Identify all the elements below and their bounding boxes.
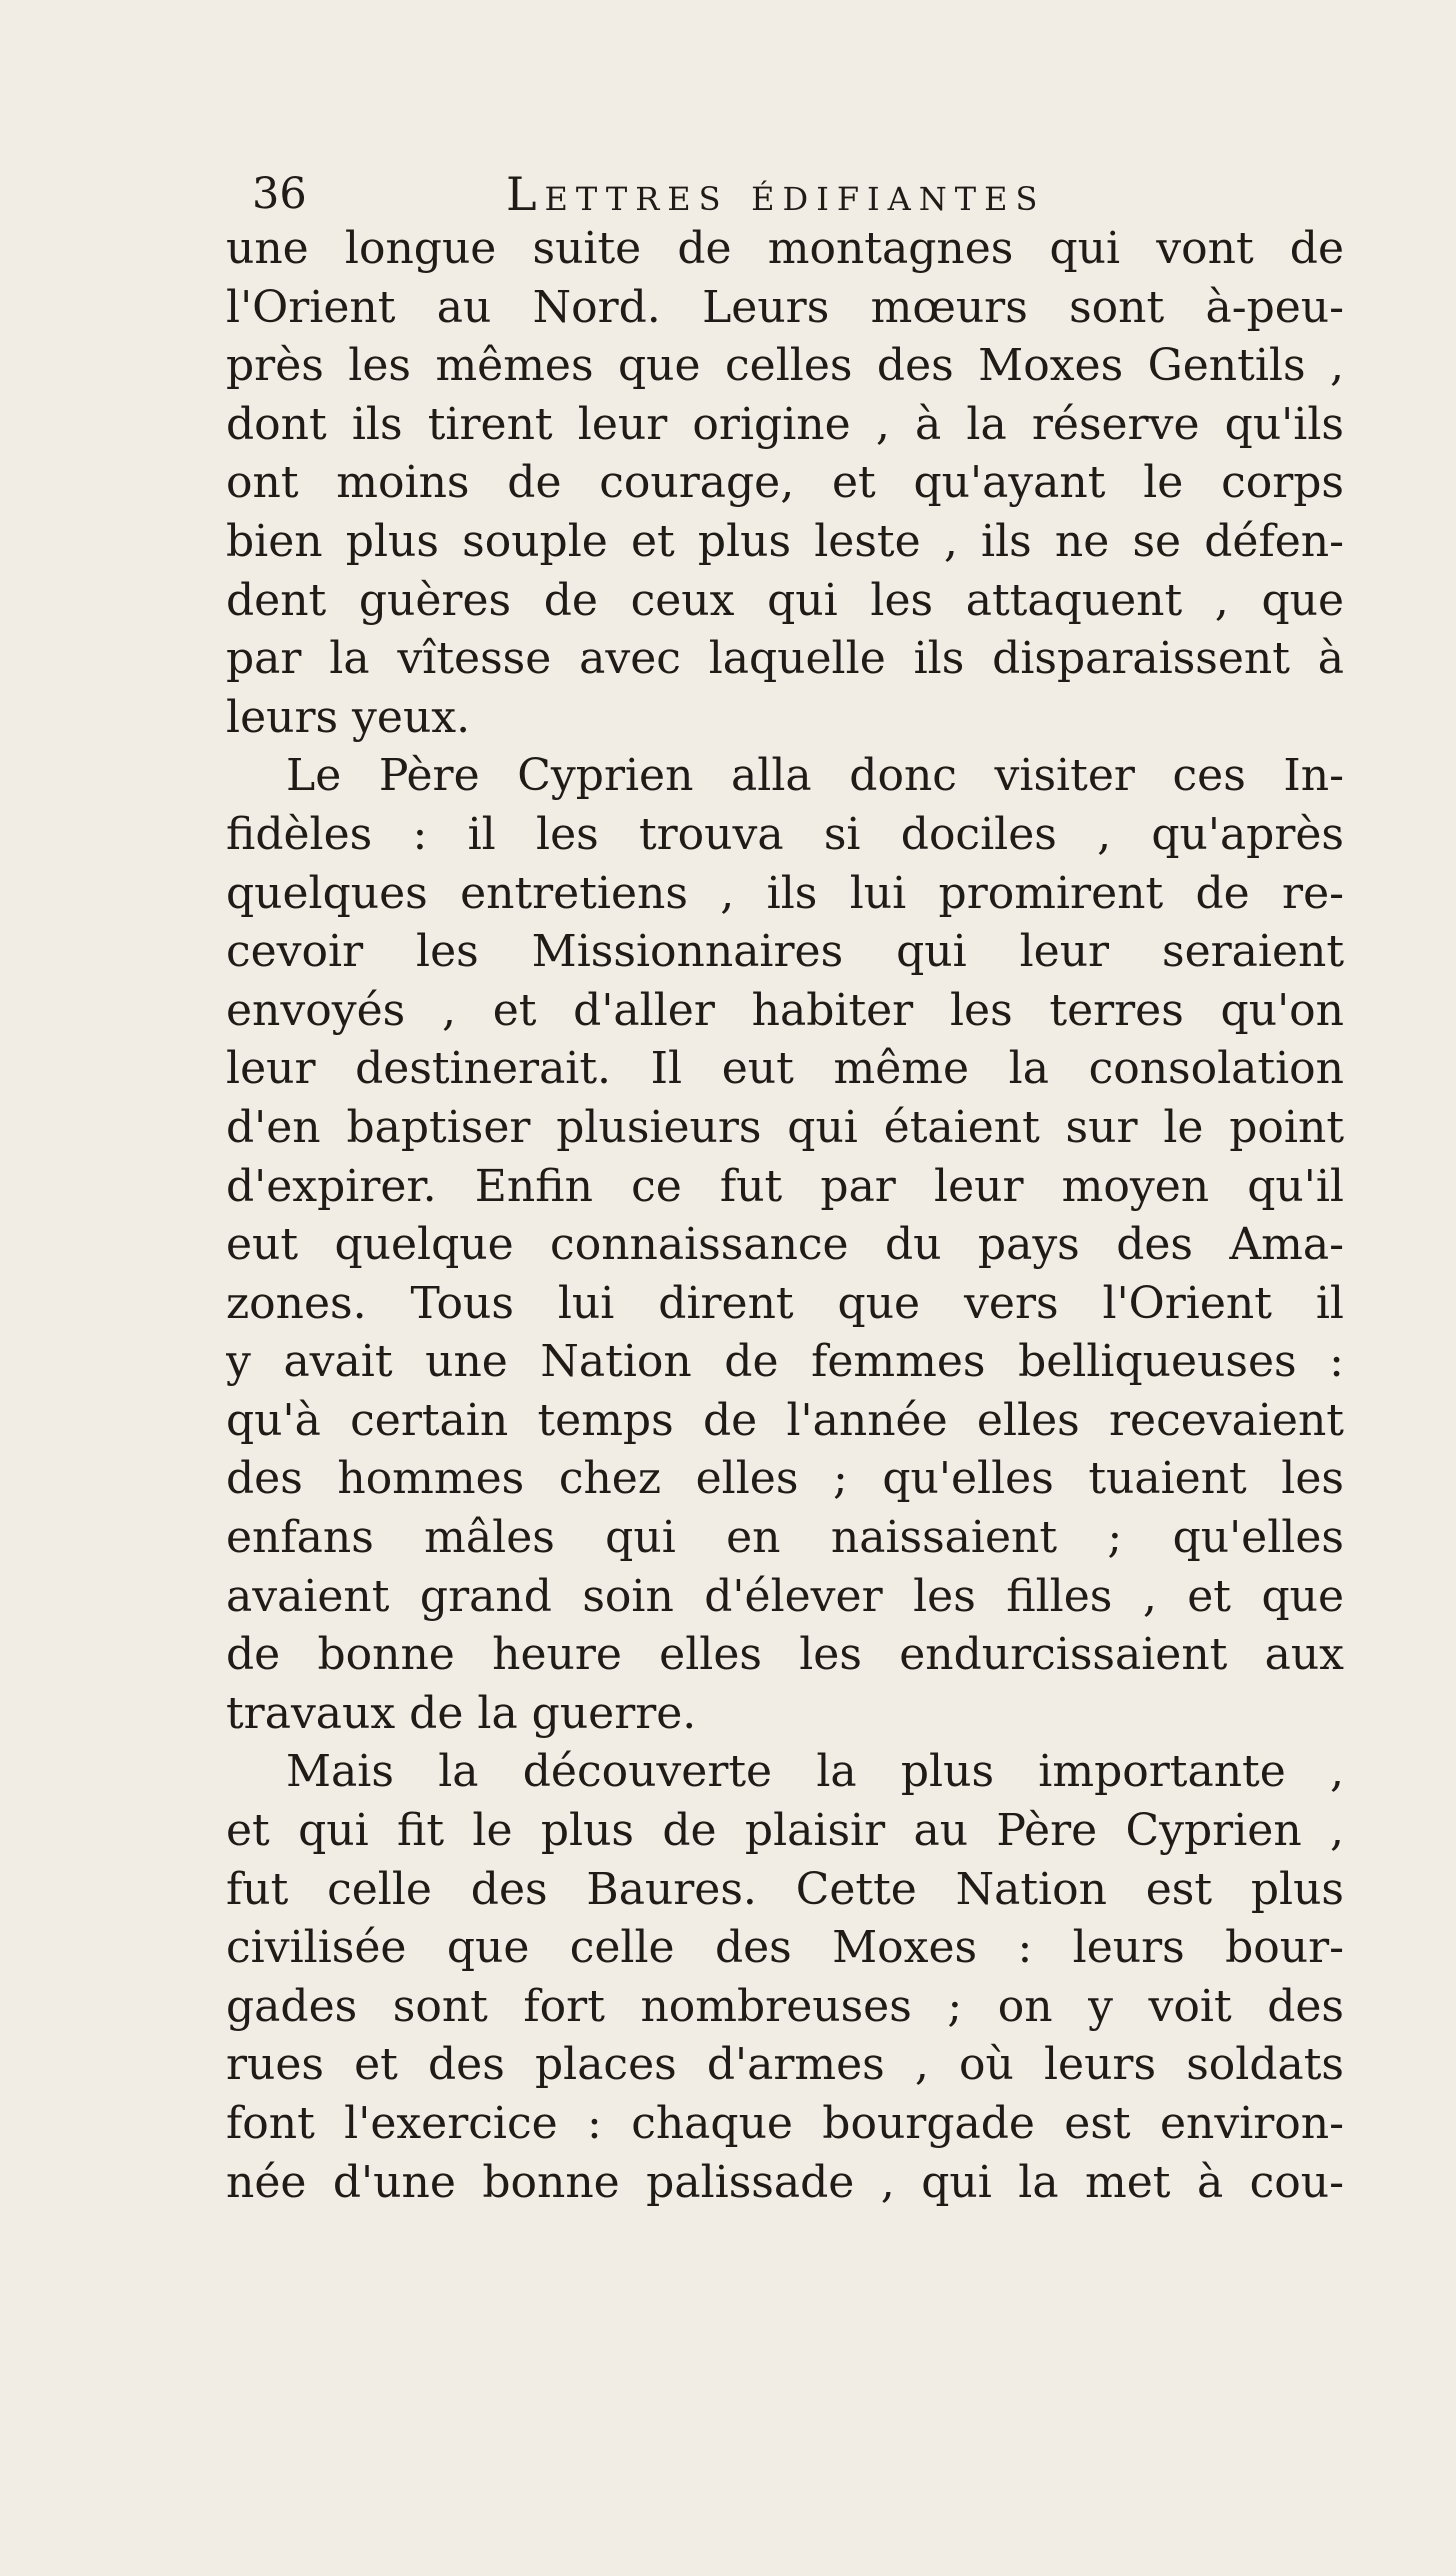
text-line: par la vîtesse avec laquelle ils disparaissent à xyxy=(226,633,1344,685)
text-line: civilisée que celle des Moxes : leurs bour- xyxy=(226,1922,1344,1974)
body-text xyxy=(226,220,1344,2212)
text-line: Le Père Cyprien alla donc visiter ces In- xyxy=(286,750,1344,802)
text-line: d'expirer. Enfin ce fut par leur moyen qu'il xyxy=(226,1160,1344,1212)
text-line: envoyés , et d'aller habiter les terres qu'on xyxy=(226,984,1344,1036)
text-line: fidèles : il les trouva si dociles , qu'après xyxy=(226,808,1344,860)
text-line: eut quelque connaissance du pays des Ama- xyxy=(226,1219,1344,1271)
text-line: Mais la découverte la plus importante , xyxy=(286,1746,1344,1798)
text-line: fut celle des Baures. Cette Nation est plus xyxy=(226,1863,1344,1915)
text-line: font l'exercice : chaque bourgade est environ- xyxy=(226,2098,1344,2149)
text-line: bien plus souple et plus leste , ils ne se défen- xyxy=(226,515,1344,567)
text-line: cevoir les Missionnaires qui leur seraient xyxy=(226,926,1344,978)
text-line: née d'une bonne palissade , qui la met à cou- xyxy=(226,2156,1344,2208)
text-line: enfans mâles qui en naissaient ; qu'elles xyxy=(226,1512,1344,1564)
page-header xyxy=(252,164,1342,224)
text-line: zones. Tous lui dirent que vers l'Orient il xyxy=(226,1277,1344,1329)
text-line: gades sont fort nombreuses ; on y voit des xyxy=(226,1980,1344,2032)
text-line: dont ils tirent leur origine , à la réserve qu'ils xyxy=(226,398,1344,450)
text-line: d'en baptiser plusieurs qui étaient sur le point xyxy=(226,1101,1344,1153)
text-line: dent guères de ceux qui les attaquent , que xyxy=(226,574,1344,626)
text-line: de bonne heure elles les endurcissaient aux xyxy=(226,1629,1344,1681)
text-line: rues et des places d'armes , où leurs soldats xyxy=(226,2039,1344,2091)
text-line: une longue suite de montagnes qui vont de xyxy=(226,223,1344,274)
text-line: travaux de la guerre. xyxy=(226,1687,697,1739)
text-line: quelques entretiens , ils lui promirent de re- xyxy=(226,867,1344,919)
text-line: des hommes chez elles ; qu'elles tuaient les xyxy=(226,1453,1344,1505)
text-line: qu'à certain temps de l'année elles recevaient xyxy=(226,1394,1344,1446)
running-head: Lettres édifiantes xyxy=(506,167,1046,221)
text-line: et qui fit le plus de plaisir au Père Cyprien , xyxy=(226,1805,1344,1857)
page-number: 36 xyxy=(252,169,307,219)
text-line: leurs yeux. xyxy=(226,691,471,743)
text-line: près les mêmes que celles des Moxes Gentils , xyxy=(226,340,1344,392)
text-line: leur destinerait. Il eut même la consolation xyxy=(226,1043,1344,1095)
text-line: avaient grand soin d'élever les filles , et que xyxy=(226,1570,1344,1622)
text-line: ont moins de courage, et qu'ayant le corps xyxy=(226,457,1344,509)
text-line: l'Orient au Nord. Leurs mœurs sont à-peu- xyxy=(226,281,1344,333)
text-line: y avait une Nation de femmes belliqueuses : xyxy=(226,1336,1344,1388)
